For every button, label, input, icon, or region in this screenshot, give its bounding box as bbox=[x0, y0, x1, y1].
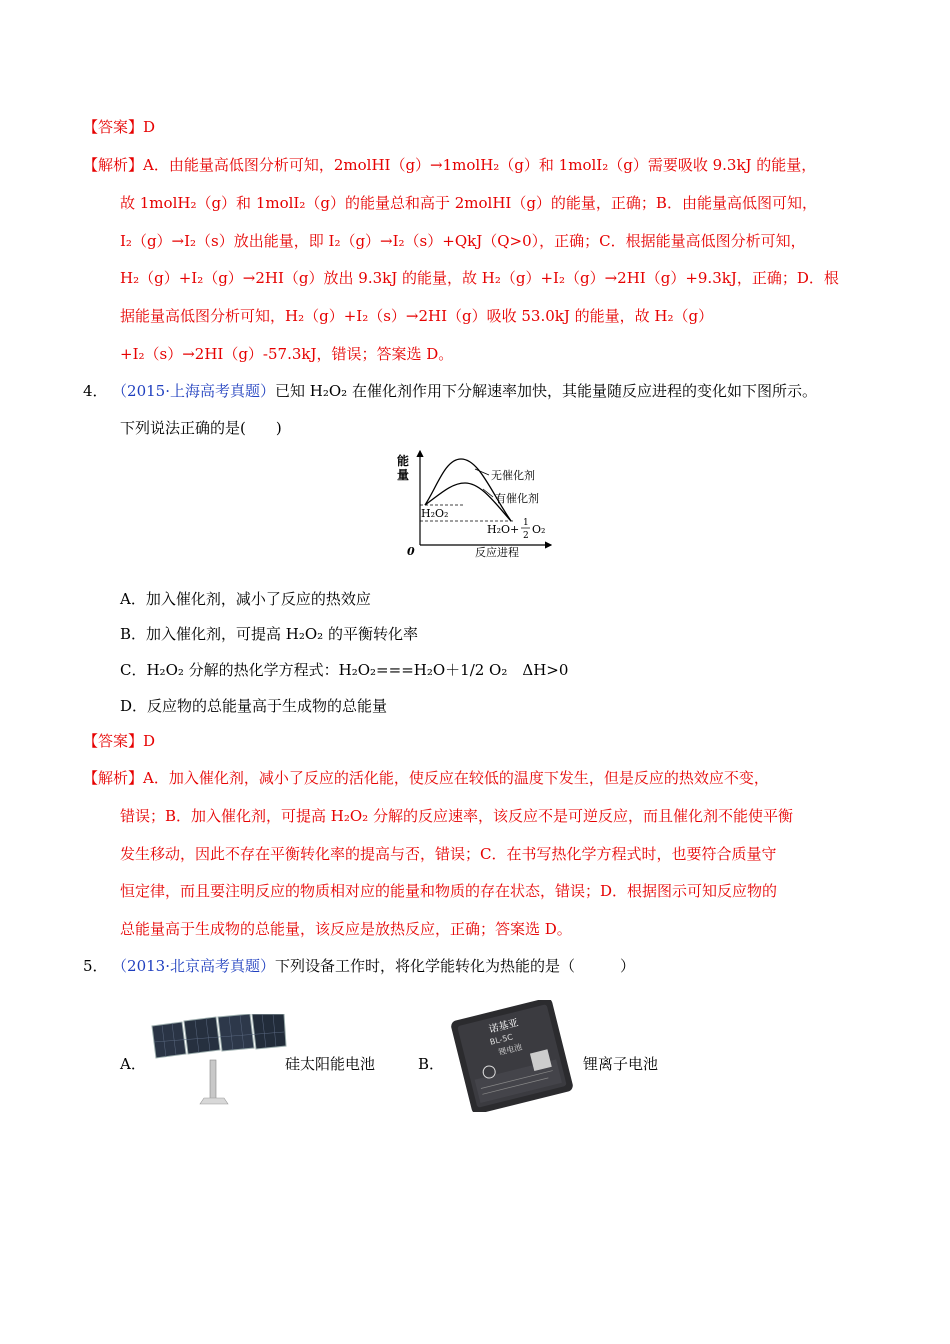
q4-analysis-line-1: 【解析】A．加入催化剂，减小了反应的活化能，使反应在较低的温度下发生，但是反应的热效应不变， bbox=[83, 769, 769, 787]
q4-analysis-line-5: 总能量高于生成物的总能量，该反应是放热反应，正确；答案选 D。 bbox=[120, 920, 572, 938]
y-label-2: 量 bbox=[397, 468, 410, 482]
x-label: 反应进程 bbox=[475, 546, 519, 559]
reactant-label: H₂O₂ bbox=[421, 507, 449, 520]
lithium-battery-image bbox=[444, 1000, 580, 1112]
q5-option-a-letter: A． bbox=[120, 1055, 146, 1073]
solar-panel-image bbox=[148, 1014, 288, 1110]
q4-analysis-line-2: 错误；B．加入催化剂，可提高 H₂O₂ 分解的反应速率，该反应不是可逆反应，而且催化剂不能使平衡 bbox=[120, 807, 793, 825]
q4-option-d: D．反应物的总能量高于生成物的总能量 bbox=[120, 697, 388, 715]
q4-option-a: A．加入催化剂，减小了反应的热效应 bbox=[120, 590, 371, 608]
q3-analysis-line-6: +I₂（s）→2HI（g）-57.3kJ，错误；答案选 D。 bbox=[120, 345, 454, 363]
q5-option-a-text: 硅太阳能电池 bbox=[285, 1055, 376, 1073]
battery-model: BL-5C bbox=[488, 1032, 514, 1047]
q3-analysis-line-2: 故 1molH₂（g）和 1molI₂（g）的能量总和高于 2molHI（g）的能量，正确；B．由能量高低图可知， bbox=[120, 194, 817, 212]
q4-option-b: B．加入催化剂，可提高 H₂O₂ 的平衡转化率 bbox=[120, 625, 418, 643]
q3-analysis-line-3: I₂（g）→I₂（s）放出能量，即 I₂（g）→I₂（s）+QkJ（Q>0），正确；C．根据能量高低图分析可知， bbox=[120, 232, 806, 250]
q3-analysis-label: 【解析】 bbox=[83, 156, 144, 174]
curve1-label: 无催化剂 bbox=[491, 469, 535, 482]
product-label-suffix: O₂ bbox=[532, 523, 546, 536]
product-frac-num: 1 bbox=[523, 518, 529, 528]
q5-source: （2013·北京高考真题） bbox=[119, 957, 275, 975]
q5-option-b-letter: B． bbox=[418, 1055, 445, 1073]
origin-label: 0 bbox=[407, 545, 415, 558]
curve2-label: 有催化剂 bbox=[495, 492, 539, 505]
q4-stem-line-2: 下列说法正确的是( ) bbox=[120, 419, 282, 437]
y-label-1: 能 bbox=[397, 454, 410, 468]
battery-brand: 诺基亚 bbox=[487, 1017, 520, 1036]
q4-analysis-label: 【解析】 bbox=[83, 769, 144, 787]
q4-stem: 4． （2015·上海高考真题）已知 H₂O₂ 在催化剂作用下分解速率加快，其能量随反应进程的变化如下图所示。 bbox=[83, 382, 817, 400]
q3-analysis-line-5: 据能量高低图分析可知，H₂（g）+I₂（s）→2HI（g）吸收 53.0kJ 的能量，故 H₂（g） bbox=[120, 307, 714, 325]
q5-number: 5． bbox=[83, 957, 108, 975]
q5-option-b-text: 锂离子电池 bbox=[583, 1055, 659, 1073]
energy-diagram bbox=[393, 447, 563, 565]
q4-option-c: C．H₂O₂ 分解的热化学方程式：H₂O₂===H₂O＋1/2 O₂ ΔH>0 bbox=[120, 661, 569, 679]
q4-analysis-line-4: 恒定律，而且要注明反应的物质相对应的能量和物质的存在状态，错误；D．根据图示可知反应物的 bbox=[120, 882, 778, 900]
product-label-prefix: H₂O+ bbox=[487, 523, 520, 536]
q5-stem: 5． （2013·北京高考真题）下列设备工作时，将化学能转化为热能的是（ ） bbox=[83, 957, 636, 975]
q3-analysis-line-1: 【解析】A．由能量高低图分析可知，2molHI（g）→1molH₂（g）和 1molI₂（g）需要吸收 9.3kJ 的能量， bbox=[83, 156, 817, 174]
q4-answer: 【答案】D bbox=[83, 732, 156, 750]
product-frac-den: 2 bbox=[523, 531, 529, 541]
q4-source: （2015·上海高考真题） bbox=[119, 382, 275, 400]
q3-analysis-line-4: H₂（g）+I₂（g）→2HI（g）放出 9.3kJ 的能量，故 H₂（g）+I₂（g）→2HI（g）+9.3kJ，正确；D．根 bbox=[120, 269, 839, 287]
battery-type: 锂电池 bbox=[497, 1042, 524, 1057]
q3-answer: 【答案】D bbox=[83, 118, 156, 136]
q4-analysis-line-3: 发生移动，因此不存在平衡转化率的提高与否，错误；C．在书写热化学方程式时，也要符合质量守 bbox=[120, 845, 777, 863]
q4-number: 4． bbox=[83, 382, 108, 400]
